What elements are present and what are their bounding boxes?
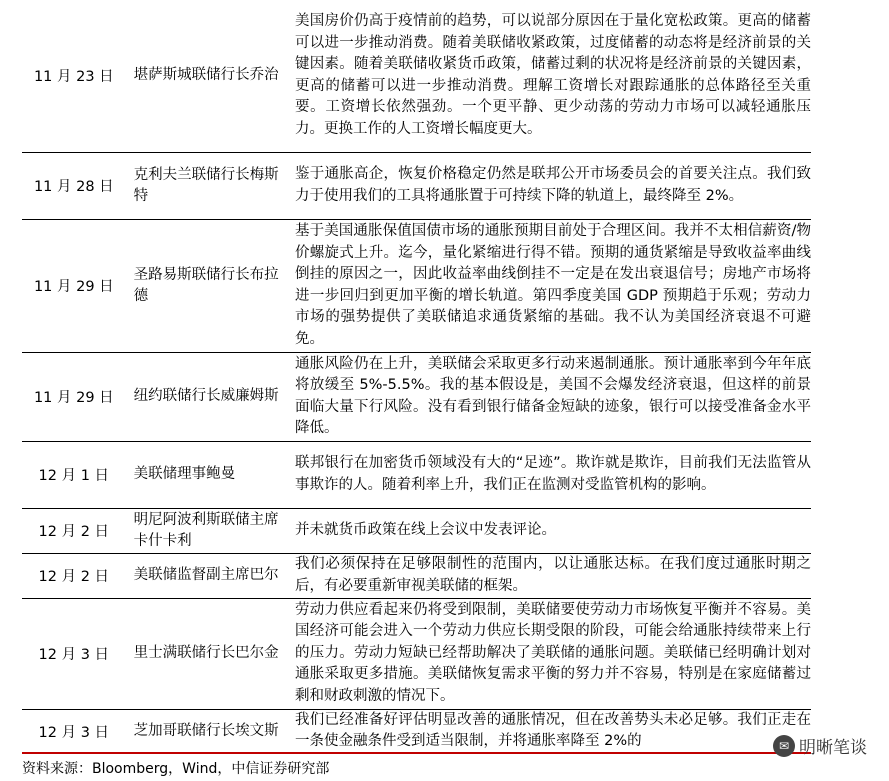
table-row bbox=[22, 553, 811, 598]
date-cell: 12 月 1 日 bbox=[22, 441, 126, 508]
watermark-text: 明晰笔谈 bbox=[799, 738, 867, 758]
date-cell: 11 月 29 日 bbox=[22, 219, 126, 352]
date-cell: 11 月 28 日 bbox=[22, 152, 126, 219]
speaker-cell: 明尼阿波利斯联储主席卡什卡利 bbox=[126, 508, 283, 553]
date-cell: 12 月 2 日 bbox=[22, 553, 126, 598]
date-cell: 12 月 2 日 bbox=[22, 508, 126, 553]
fed-speeches-table bbox=[22, 0, 811, 754]
table-row bbox=[22, 152, 811, 219]
source-divider bbox=[22, 752, 811, 754]
table-row bbox=[22, 219, 811, 352]
speaker-cell: 美联储理事鲍曼 bbox=[126, 441, 283, 508]
table-row bbox=[22, 441, 811, 508]
table-row bbox=[22, 598, 811, 709]
speaker-cell: 克利夫兰联储行长梅斯特 bbox=[126, 152, 283, 219]
content-cell: 劳动力供应看起来仍将受到限制，美联储要使劳动力市场恢复平衡并不容易。美国经济可能会进入一个劳动力供应长期受限的阶段，可能会给通胀持续带来上行的压力。劳动力短缺已经帮助解决了美联储的通胀问题。美联储已经明确计划对通胀采取更多措施。美联储恢复需求平衡的努力并不容易，特别是在家庭储蓄过剩和财政刺激的情况下。 bbox=[283, 598, 811, 709]
date-cell: 11 月 23 日 bbox=[22, 0, 126, 152]
speaker-cell: 圣路易斯联储行长布拉德 bbox=[126, 219, 283, 352]
source-note: 资料来源：Bloomberg，Wind，中信证券研究部 bbox=[22, 761, 330, 777]
speaker-cell: 纽约联储行长威廉姆斯 bbox=[126, 352, 283, 441]
content-cell: 我们已经准备好评估明显改善的通胀情况，但在改善势头未必足够。我们正走在一条使金融条件受到适当限制，并将通胀率降至 2%的 bbox=[283, 709, 811, 753]
content-cell: 通胀风险仍在上升，美联储会采取更多行动来遏制通胀。预计通胀率到今年年底将放缓至 5%-5.5%。我的基本假设是，美国不会爆发经济衰退，但这样的前景面临大量下行风险。没有看到银行储备金短缺的迹象，银行可以接受准备金水平降低。 bbox=[283, 352, 811, 441]
table-row bbox=[22, 0, 811, 152]
content-cell: 基于美国通胀保值国债市场的通胀预期目前处于合理区间。我并不太相信薪资/物价螺旋式上升。迄今，量化紧缩进行得不错。预期的通货紧缩是导致收益率曲线倒挂的原因之一，因此收益率曲线倒挂不一定是在发出衰退信号；房地产市场将进一步回归到更加平衡的增长轨道。第四季度美国 GDP 预期趋于乐观；劳动力市场的强势提供了美联储追求通货紧缩的基础。我不认为美国经济衰退不可避免。 bbox=[283, 219, 811, 352]
table-row bbox=[22, 508, 811, 553]
content-cell: 我们必须保持在足够限制性的范围内，以让通胀达标。在我们度过通胀时期之后，有必要重新审视美联储的框架。 bbox=[283, 553, 811, 598]
speaker-cell: 芝加哥联储行长埃文斯 bbox=[126, 709, 283, 753]
wechat-icon: ✉ bbox=[773, 735, 795, 757]
content-cell: 并未就货币政策在线上会议中发表评论。 bbox=[283, 508, 811, 553]
date-cell: 11 月 29 日 bbox=[22, 352, 126, 441]
speaker-cell: 美联储监督副主席巴尔 bbox=[126, 553, 283, 598]
date-cell: 12 月 3 日 bbox=[22, 709, 126, 753]
watermark bbox=[773, 733, 867, 758]
content-cell: 联邦银行在加密货币领域没有大的“足迹”。欺诈就是欺诈，目前我们无法监管从事欺诈的人。随着利率上升，我们正在监测对受监管机构的影响。 bbox=[283, 441, 811, 508]
table-row bbox=[22, 709, 811, 753]
date-cell: 12 月 3 日 bbox=[22, 598, 126, 709]
speaker-cell: 里士满联储行长巴尔金 bbox=[126, 598, 283, 709]
speaker-cell: 堪萨斯城联储行长乔治 bbox=[126, 0, 283, 152]
content-cell: 美国房价仍高于疫情前的趋势，可以说部分原因在于量化宽松政策。更高的储蓄可以进一步推动消费。随着美联储收紧政策，过度储蓄的动态将是经济前景的关键因素。随着美联储收紧货币政策，储蓄过剩的状况将是经济前景的关键因素，更高的储蓄可以进一步推动消费。理解工资增长对跟踪通胀的总体路径至关重要。工资增长依然强劲。一个更平静、更少动荡的劳动力市场可以减轻通胀压力。更换工作的人工资增长幅度更大。 bbox=[283, 0, 811, 152]
table-row bbox=[22, 352, 811, 441]
content-cell: 鉴于通胀高企，恢复价格稳定仍然是联邦公开市场委员会的首要关注点。我们致力于使用我们的工具将通胀置于可持续下降的轨道上，最终降至 2%。 bbox=[283, 152, 811, 219]
